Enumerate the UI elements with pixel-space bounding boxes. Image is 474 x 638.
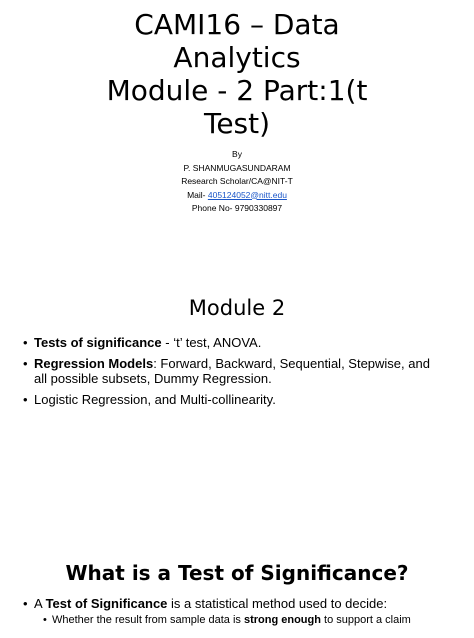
item-bold: Regression Models [34, 356, 154, 371]
bullet-bold: Test of Significance [45, 596, 168, 611]
slide-title [0, 8, 474, 140]
title-slide [0, 0, 474, 285]
item-text: - ‘t’ test, ANOVA. [161, 335, 262, 350]
mail-label: Mail- [187, 189, 208, 200]
author-phone: Phone No- 9790330897 [191, 203, 283, 213]
significance-title: What is a Test of Significance? [65, 561, 409, 585]
list-item [34, 356, 474, 386]
item-bold: Tests of significance [34, 335, 162, 350]
list-item [34, 335, 474, 350]
title-line: Analytics [173, 41, 301, 74]
bullet-text: is a statistical method used to decide: [167, 596, 388, 611]
bullet-text: A [34, 596, 46, 611]
sub-text: Whether the result from sample data is [52, 614, 244, 626]
topic-list [0, 335, 474, 407]
bullet-dot-icon: • [23, 596, 28, 611]
item-text: : Forward, Backward, Sequential, Stepwise, and all possible subsets, Dummy Regression. [34, 356, 430, 386]
title-line: Module - 2 Part:1(t [106, 74, 368, 107]
title-line: CAMI16 – Data [134, 8, 340, 41]
significance-sub-bullet [43, 614, 474, 627]
bullet-dot-icon: • [43, 614, 47, 626]
sub-text: to support a claim [320, 614, 411, 626]
author-mail [0, 189, 474, 203]
item-text: Logistic Regression, and Multi-collinearity. [34, 392, 276, 407]
author-name: P. SHANMUGASUNDARAM [183, 162, 291, 173]
module-title: Module 2 [188, 296, 286, 320]
by-label: By [232, 149, 242, 159]
list-item [34, 392, 474, 407]
title-line: Test) [203, 107, 271, 140]
mail-link[interactable]: 405124052@nitt.edu [207, 189, 287, 200]
author-role: Research Scholar/CA@NIT-T [181, 176, 293, 186]
sub-bold: strong enough [243, 614, 321, 626]
module-slide [0, 285, 474, 530]
significance-slide [0, 548, 474, 638]
significance-bullet [23, 596, 474, 611]
author-block [0, 148, 474, 216]
